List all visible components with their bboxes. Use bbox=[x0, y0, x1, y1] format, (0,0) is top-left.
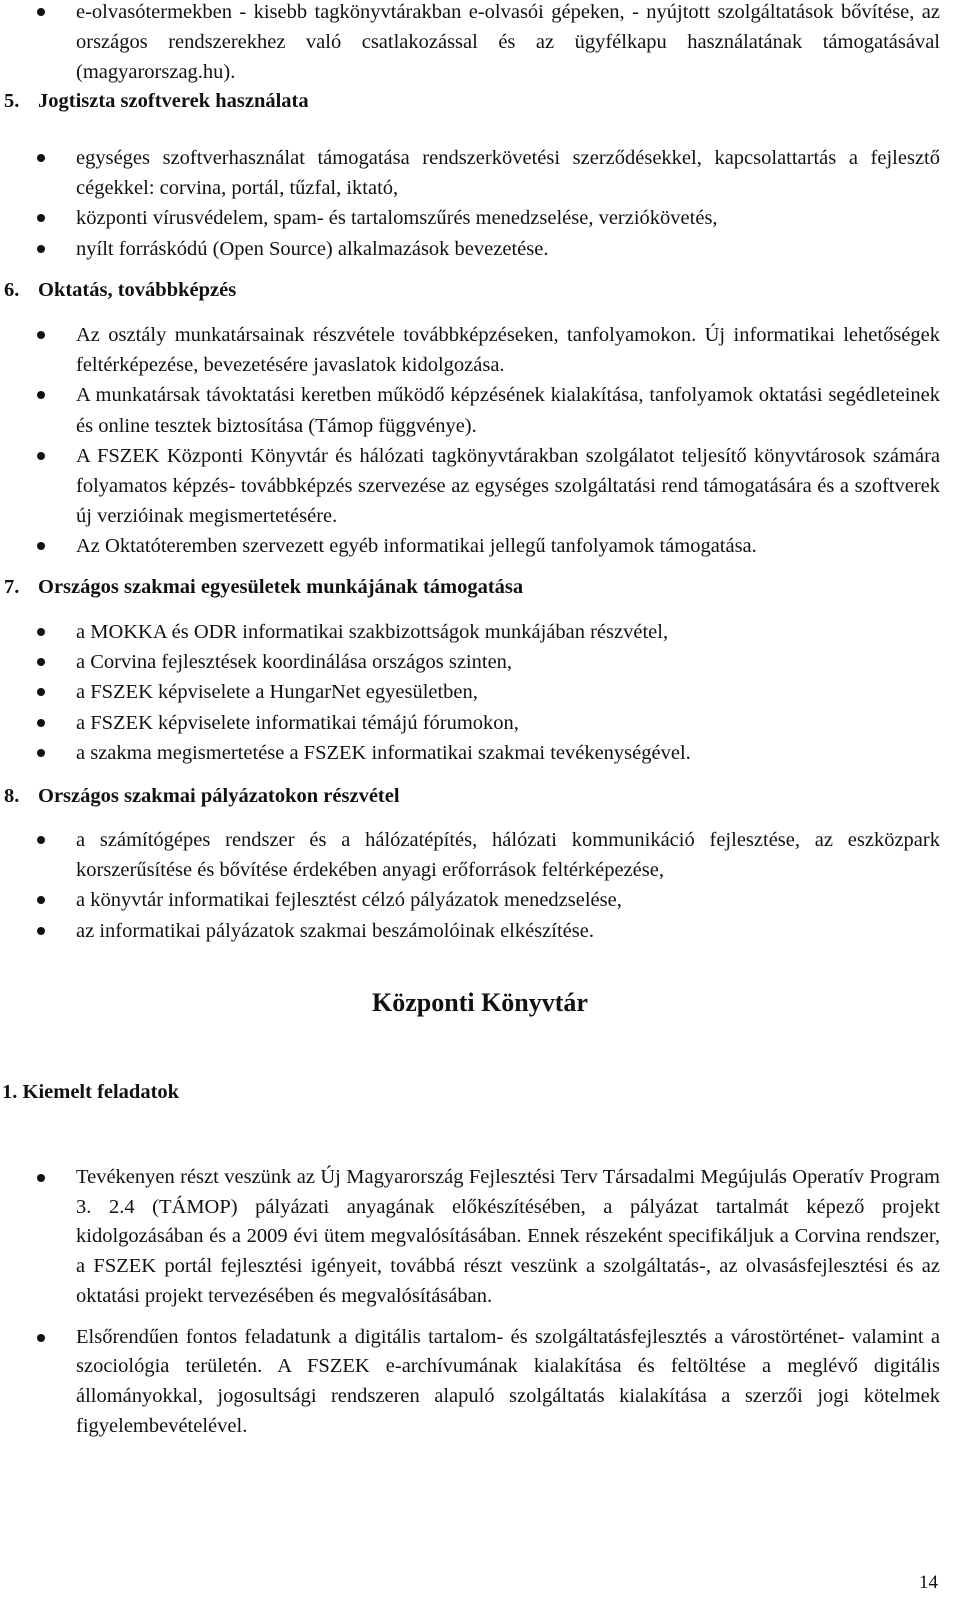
bullet-icon bbox=[37, 331, 45, 339]
section-5-list bbox=[0, 143, 960, 264]
bullet-icon bbox=[37, 688, 45, 696]
list-item: a szakma megismertetése a FSZEK informatikai szakmai tevékenységével. bbox=[0, 738, 960, 768]
bullet-icon bbox=[37, 836, 45, 844]
list-item: a könyvtár informatikai fejlesztést célzó pályázatok menedzselése, bbox=[0, 885, 960, 915]
section-7-list bbox=[0, 617, 960, 768]
list-item: a számítógépes rendszer és a hálózatépítés, hálózati kommunikáció fejlesztése, az eszközpark korszerűsítése és bővítése érdekében anyagi erőforrások feltérképezése, bbox=[0, 825, 960, 885]
list-item: központi vírusvédelem, spam- és tartalomszűrés menedzselése, verziókövetés, bbox=[0, 203, 960, 233]
bullet-icon bbox=[37, 245, 45, 253]
central-library-title: Központi Könyvtár bbox=[372, 988, 588, 1017]
kiemelt-list bbox=[0, 1163, 960, 1441]
list-item: e-olvasótermekben - kisebb tagkönyvtárakban e-olvasói gépeken, - nyújtott szolgáltatások bővítése, az országos rendszerekhez való csatlakozással és az ügyfélkapu használatának támogatásával (magyarorszag.hu). bbox=[0, 0, 960, 88]
list-item: a MOKKA és ODR informatikai szakbizottságok munkájában részvétel, bbox=[0, 617, 960, 647]
section-8-list bbox=[0, 825, 960, 946]
section-heading-8: 8. Országos szakmai pályázatokon részvétel bbox=[4, 785, 400, 807]
list-item: Elsőrendűen fontos feladatunk a digitális tartalom- és szolgáltatásfejlesztés a várostörténet- valamint a szociológia területén. A FSZEK e-archívumának kialakítása és feltöltése a meglévő digitális állományokkal, jogosultsági rendszeren alapuló szolgáltatás kialakítása a szerzői jogi kötelmek figyelembevételével. bbox=[0, 1323, 960, 1442]
bullet-icon bbox=[37, 749, 45, 757]
list-item: egységes szoftverhasználat támogatása rendszerkövetési szerződésekkel, kapcsolattartás a fejlesztő cégekkel: corvina, portál, tűzfal, iktató, bbox=[0, 143, 960, 203]
bullet-icon bbox=[37, 154, 45, 162]
bullet-icon bbox=[37, 719, 45, 727]
section-heading-6: 6. Oktatás, továbbképzés bbox=[4, 279, 237, 301]
bullet-icon bbox=[37, 542, 45, 550]
bullet-icon bbox=[37, 214, 45, 222]
list-item: a Corvina fejlesztések koordinálása országos szinten, bbox=[0, 647, 960, 677]
list-item: Az osztály munkatársainak részvétele továbbképzéseken, tanfolyamokon. Új informatikai lehetőségek feltérképezése, bevezetésére javaslatok kidolgozása. bbox=[0, 320, 960, 380]
list-item: Az Oktatóteremben szervezett egyéb informatikai jellegű tanfolyamok támogatása. bbox=[0, 531, 960, 561]
section-6-list bbox=[0, 320, 960, 562]
bullet-icon bbox=[37, 8, 45, 16]
list-item: Tevékenyen részt veszünk az Új Magyarország Fejlesztési Terv Társadalmi Megújulás Operatív Program 3. 2.4 (TÁMOP) pályázati anyagának előkészítésében, a pályázat tartalmát képező projekt kidolgozásában és a 2009 évi ütem megvalósításában. Ennek részeként specifikáljuk a Corvina rendszer, a FSZEK portál fejlesztési igényeit, továbbá részt veszünk a szolgáltatás-, az olvasásfejlesztési és az oktatási projekt tervezésében és megvalósításában. bbox=[0, 1163, 960, 1312]
list-item: A FSZEK Központi Könyvtár és hálózati tagkönyvtárakban szolgálatot teljesítő könyvtárosok számára folyamatos képzés- továbbképzés szervezése az egységes szolgáltatási rend támogatására és a szoftverek új verzióinak megismertetésére. bbox=[0, 441, 960, 532]
bullet-icon bbox=[37, 1334, 45, 1342]
bullet-icon bbox=[37, 658, 45, 666]
bullet-icon bbox=[37, 452, 45, 460]
page-number: 14 bbox=[919, 1572, 938, 1593]
list-item: A munkatársak távoktatási keretben működő képzésének kialakítása, tanfolyamok oktatási segédleteinek és online tesztek biztosítása (Támop függvénye). bbox=[0, 380, 960, 440]
bullet-icon bbox=[37, 927, 45, 935]
list-item: a FSZEK képviselete informatikai témájú fórumokon, bbox=[0, 708, 960, 738]
kiemelt-heading: 1. Kiemelt feladatok bbox=[2, 1081, 180, 1103]
bullet-icon bbox=[37, 1174, 45, 1182]
list-item: a FSZEK képviselete a HungarNet egyesületben, bbox=[0, 677, 960, 707]
list-item: nyílt forráskódú (Open Source) alkalmazások bevezetése. bbox=[0, 234, 960, 264]
bullet-icon bbox=[37, 391, 45, 399]
section-heading-7: 7. Országos szakmai egyesületek munkájának támogatása bbox=[4, 576, 524, 598]
bullet-icon bbox=[37, 628, 45, 636]
intro-list bbox=[0, 0, 960, 88]
bullet-icon bbox=[37, 896, 45, 904]
list-item: az informatikai pályázatok szakmai beszámolóinak elkészítése. bbox=[0, 916, 960, 946]
section-heading-5: 5. Jogtiszta szoftverek használata bbox=[4, 90, 309, 112]
